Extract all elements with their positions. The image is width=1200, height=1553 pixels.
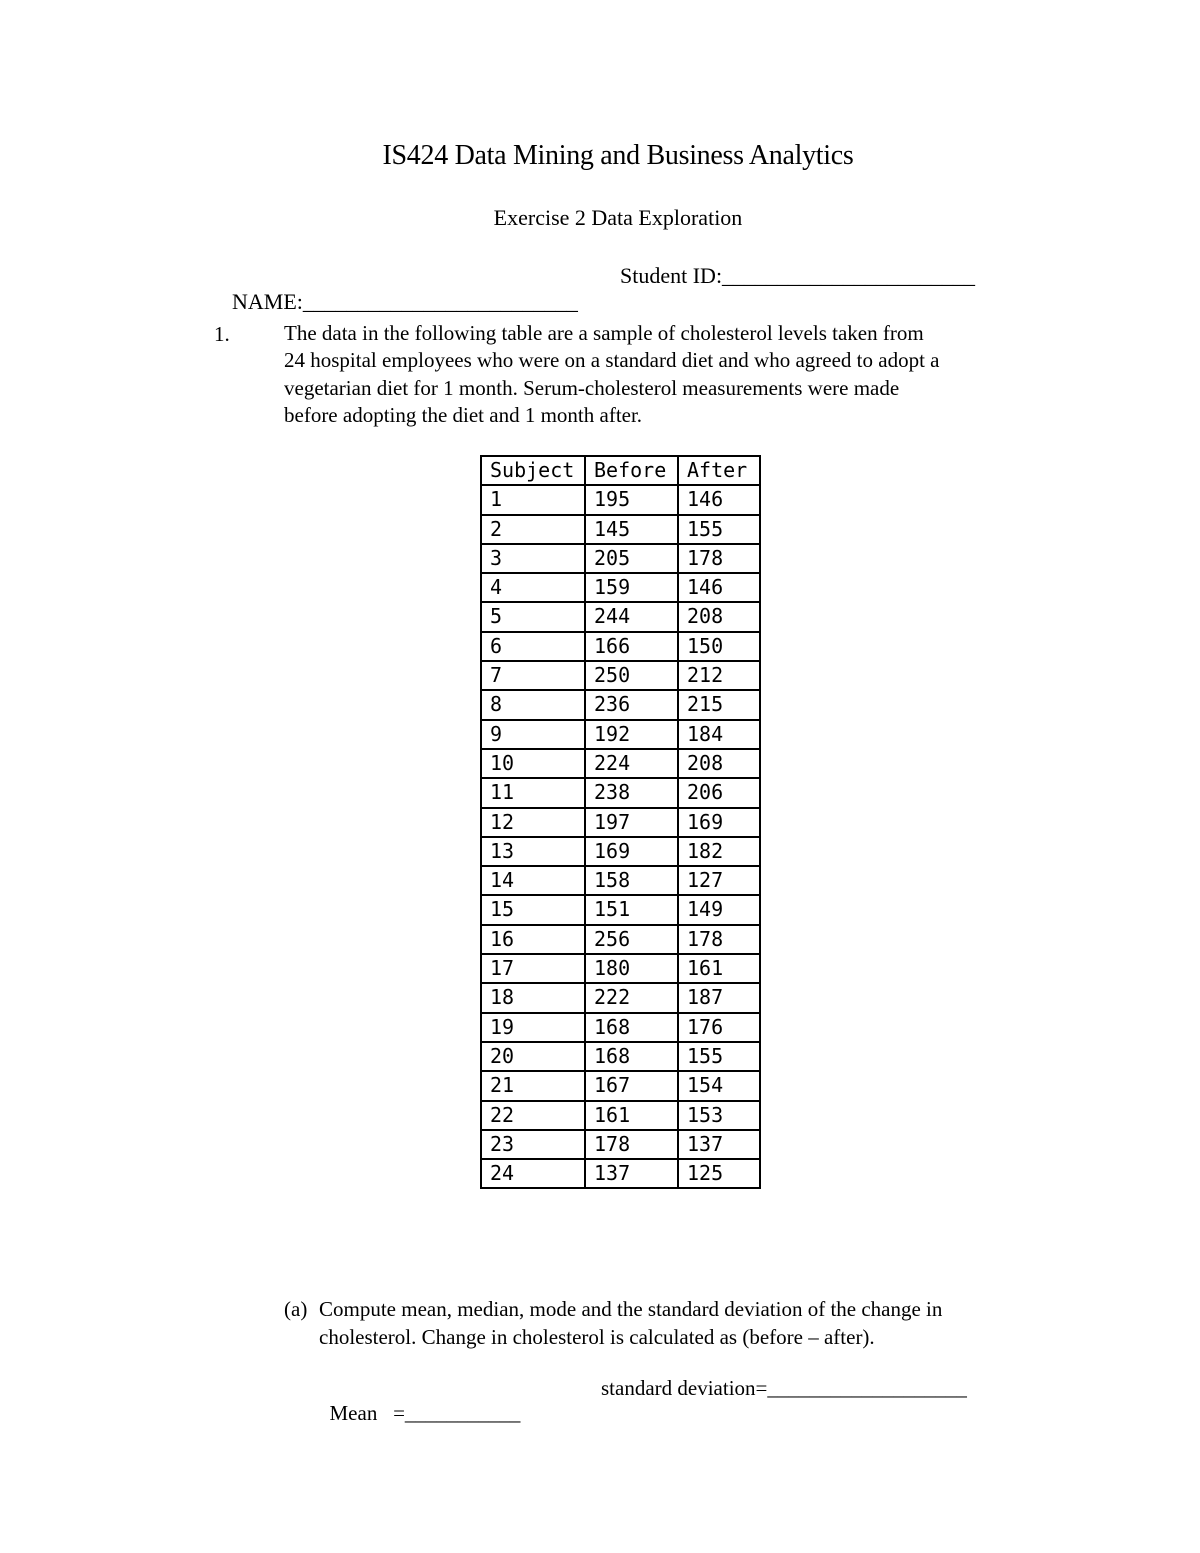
cell-subject: 13 bbox=[481, 837, 585, 866]
cell-after: 127 bbox=[678, 866, 760, 895]
table-row bbox=[481, 808, 760, 837]
cell-before: 197 bbox=[585, 808, 678, 837]
part-a-line: Compute mean, median, mode and the standard deviation of the change in bbox=[319, 1297, 943, 1321]
question-line: 24 hospital employees who were on a standard diet and who agreed to adopt a bbox=[284, 348, 940, 373]
cell-before: 250 bbox=[585, 661, 678, 690]
cell-after: 215 bbox=[678, 690, 760, 719]
cell-before: 161 bbox=[585, 1101, 678, 1130]
cell-subject: 17 bbox=[481, 954, 585, 983]
table-row bbox=[481, 925, 760, 954]
cell-after: 146 bbox=[678, 573, 760, 602]
cell-before: 180 bbox=[585, 954, 678, 983]
cell-subject: 8 bbox=[481, 690, 585, 719]
cell-before: 236 bbox=[585, 690, 678, 719]
table-row bbox=[481, 602, 760, 631]
table-row bbox=[481, 866, 760, 895]
cell-after: 178 bbox=[678, 544, 760, 573]
cell-before: 192 bbox=[585, 720, 678, 749]
cell-before: 238 bbox=[585, 778, 678, 807]
table-header-row bbox=[481, 456, 760, 485]
name-field-label: NAME:_________________________ bbox=[232, 289, 578, 314]
cell-subject: 23 bbox=[481, 1130, 585, 1159]
cell-subject: 7 bbox=[481, 661, 585, 690]
cell-after: 187 bbox=[678, 983, 760, 1012]
cell-before: 178 bbox=[585, 1130, 678, 1159]
column-header-before: Before bbox=[585, 456, 678, 485]
cell-subject: 2 bbox=[481, 515, 585, 544]
cell-after: 155 bbox=[678, 515, 760, 544]
part-a-line: cholesterol. Change in cholesterol is calculated as (before – after). bbox=[319, 1325, 875, 1349]
cell-subject: 16 bbox=[481, 925, 585, 954]
cell-after: 149 bbox=[678, 895, 760, 924]
cell-after: 178 bbox=[678, 925, 760, 954]
exercise-subtitle: Exercise 2 Data Exploration bbox=[493, 205, 743, 230]
cell-after: 176 bbox=[678, 1013, 760, 1042]
cell-before: 158 bbox=[585, 866, 678, 895]
table-row bbox=[481, 485, 760, 514]
question-text bbox=[284, 320, 1044, 429]
table-row bbox=[481, 1159, 760, 1188]
cell-subject: 12 bbox=[481, 808, 585, 837]
cell-subject: 1 bbox=[481, 485, 585, 514]
cell-after: 208 bbox=[678, 749, 760, 778]
cell-subject: 19 bbox=[481, 1013, 585, 1042]
table-row bbox=[481, 954, 760, 983]
table-row bbox=[481, 1071, 760, 1100]
cell-before: 224 bbox=[585, 749, 678, 778]
cell-subject: 15 bbox=[481, 895, 585, 924]
cell-after: 137 bbox=[678, 1130, 760, 1159]
answer-row bbox=[319, 1376, 967, 1451]
table-row bbox=[481, 1013, 760, 1042]
mean-answer-blank: Mean =___________ bbox=[329, 1401, 521, 1425]
table-row bbox=[481, 661, 760, 690]
part-a-label: (a) bbox=[284, 1297, 308, 1321]
question-line: vegetarian diet for 1 month. Serum-cholesterol measurements were made bbox=[284, 375, 900, 400]
cell-before: 151 bbox=[585, 895, 678, 924]
cell-before: 244 bbox=[585, 602, 678, 631]
cell-before: 168 bbox=[585, 1042, 678, 1071]
cell-subject: 18 bbox=[481, 983, 585, 1012]
cell-before: 222 bbox=[585, 983, 678, 1012]
cell-after: 150 bbox=[678, 632, 760, 661]
cell-subject: 5 bbox=[481, 602, 585, 631]
cell-after: 125 bbox=[678, 1159, 760, 1188]
cell-subject: 10 bbox=[481, 749, 585, 778]
cell-subject: 4 bbox=[481, 573, 585, 602]
cell-subject: 3 bbox=[481, 544, 585, 573]
cell-before: 166 bbox=[585, 632, 678, 661]
cell-subject: 22 bbox=[481, 1101, 585, 1130]
cell-before: 205 bbox=[585, 544, 678, 573]
cell-before: 169 bbox=[585, 837, 678, 866]
cell-before: 145 bbox=[585, 515, 678, 544]
student-id-field-label: Student ID:_______________________ bbox=[620, 263, 976, 288]
table-row bbox=[481, 1130, 760, 1159]
cell-before: 256 bbox=[585, 925, 678, 954]
cell-subject: 24 bbox=[481, 1159, 585, 1188]
cell-subject: 21 bbox=[481, 1071, 585, 1100]
table-row bbox=[481, 895, 760, 924]
table-row bbox=[481, 515, 760, 544]
cell-subject: 9 bbox=[481, 720, 585, 749]
cell-before: 195 bbox=[585, 485, 678, 514]
cell-after: 155 bbox=[678, 1042, 760, 1071]
page-title: IS424 Data Mining and Business Analytics bbox=[382, 140, 854, 171]
table-row bbox=[481, 778, 760, 807]
table-row bbox=[481, 749, 760, 778]
cell-after: 169 bbox=[678, 808, 760, 837]
table-row bbox=[481, 544, 760, 573]
cell-after: 212 bbox=[678, 661, 760, 690]
cell-after: 184 bbox=[678, 720, 760, 749]
column-header-subject: Subject bbox=[481, 456, 585, 485]
cell-after: 206 bbox=[678, 778, 760, 807]
cell-subject: 11 bbox=[481, 778, 585, 807]
cell-after: 182 bbox=[678, 837, 760, 866]
table-row bbox=[481, 573, 760, 602]
cholesterol-table bbox=[480, 455, 761, 1189]
part-a-text bbox=[319, 1295, 1039, 1351]
table-row bbox=[481, 983, 760, 1012]
table-row bbox=[481, 690, 760, 719]
question-line: The data in the following table are a sample of cholesterol levels taken from bbox=[284, 321, 924, 345]
cell-after: 154 bbox=[678, 1071, 760, 1100]
cell-subject: 14 bbox=[481, 866, 585, 895]
table-row bbox=[481, 1101, 760, 1130]
cell-before: 137 bbox=[585, 1159, 678, 1188]
cell-after: 161 bbox=[678, 954, 760, 983]
question-line: before adopting the diet and 1 month after. bbox=[284, 402, 643, 427]
table-row bbox=[481, 632, 760, 661]
table-row bbox=[481, 1042, 760, 1071]
cell-after: 208 bbox=[678, 602, 760, 631]
sd-answer-blank: standard deviation=___________________ bbox=[601, 1376, 967, 1400]
question-number: 1. bbox=[214, 322, 230, 346]
cell-subject: 20 bbox=[481, 1042, 585, 1071]
cell-after: 153 bbox=[678, 1101, 760, 1130]
column-header-after: After bbox=[678, 456, 760, 485]
table-body bbox=[481, 485, 760, 1188]
cell-before: 168 bbox=[585, 1013, 678, 1042]
cell-before: 167 bbox=[585, 1071, 678, 1100]
cell-after: 146 bbox=[678, 485, 760, 514]
cell-before: 159 bbox=[585, 573, 678, 602]
table-row bbox=[481, 720, 760, 749]
table-row bbox=[481, 837, 760, 866]
cell-subject: 6 bbox=[481, 632, 585, 661]
